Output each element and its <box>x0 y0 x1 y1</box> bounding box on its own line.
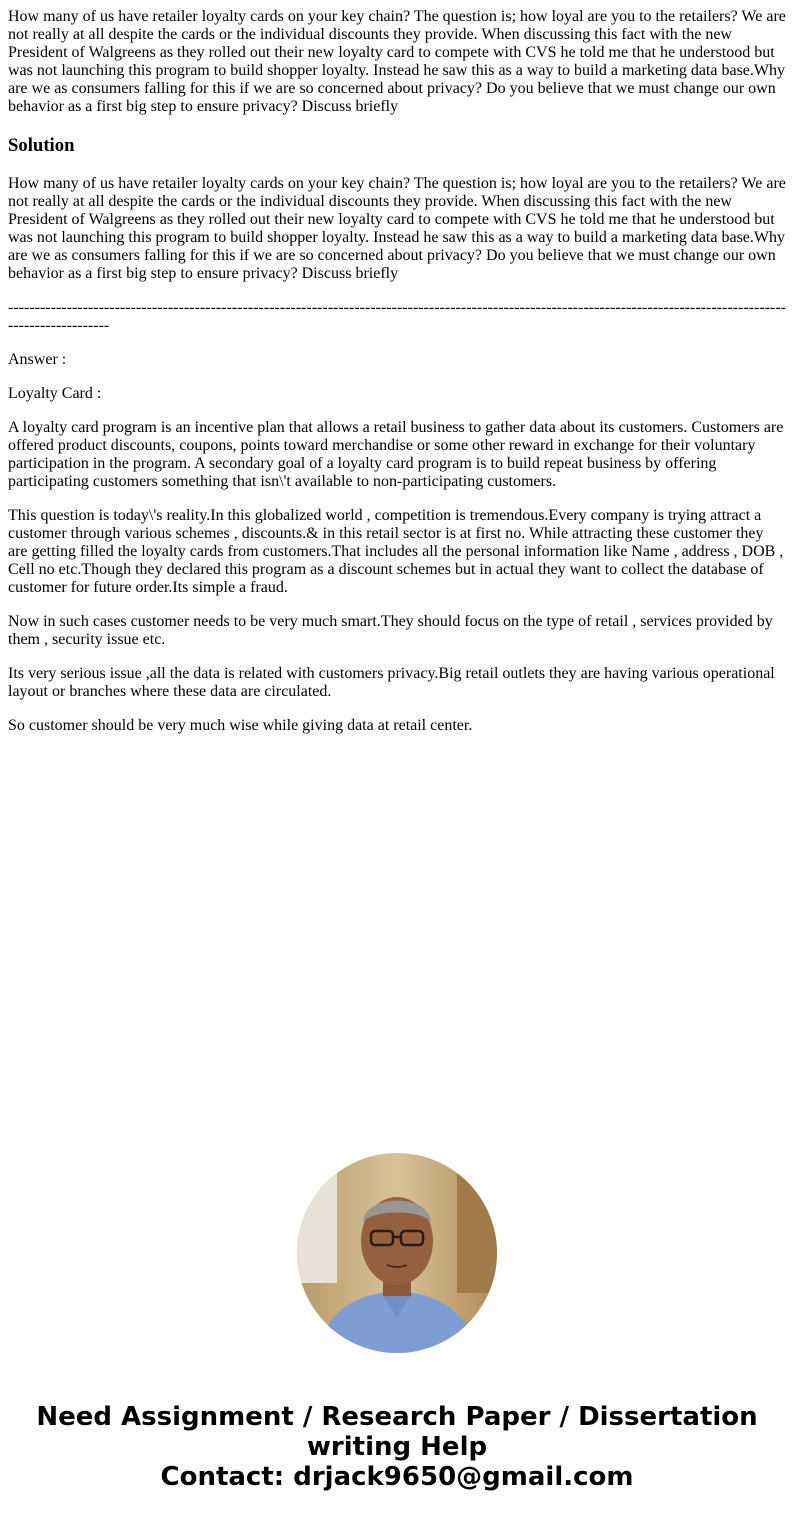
document-body <box>8 0 786 751</box>
loyalty-card-label: Loyalty Card : <box>8 385 102 402</box>
author-portrait-icon <box>297 1153 497 1353</box>
answer-paragraph-4: Its very serious issue ,all the data is related with customers privacy.Big retail outlets they are having various operational layout or branches where these data are circulated. <box>8 665 775 700</box>
solution-question-repeat: How many of us have retailer loyalty cards on your key chain? The question is; how loyal are you to the retailers? We are not really at all despite the cards or the individual discounts they provide. When discussing this fact with the new President of Walgreens as they rolled out their new loyalty card to compete with CVS he told me that he understood but was not launching this program to build shopper loyalty. Instead he saw this as a way to build a marketing data base.Why are we as consumers falling for this if we are so concerned about privacy? Do you believe that we must change our own behavior as a first big step to ensure privacy? Discuss briefly <box>8 175 786 282</box>
solution-heading: Solution <box>8 135 75 156</box>
footer-help-text: Need Assignment / Research Paper / Dissertation writing Help <box>36 1402 758 1462</box>
author-avatar <box>297 1153 497 1353</box>
answer-paragraph-2: This question is today\'s reality.In this globalized world , competition is tremendous.Every company is trying attract a customer through various schemes , discounts.& in this retail sector is at first no. While attracting these customer they are getting filled the loyalty cards from customers.That includes all the personal information like Name , address , DOB , Cell no etc.Though they declared this program as a discount schemes but in actual they want to collect the database of customer for future order.Its simple a fraud. <box>8 507 784 596</box>
footer-banner <box>0 1402 794 1492</box>
answer-label: Answer : <box>8 351 67 368</box>
answer-paragraph-1: A loyalty card program is an incentive plan that allows a retail business to gather data about its customers. Customers are offered product discounts, coupons, points toward merchandise or some other reward in exchange for their voluntary participation in the program. A secondary goal of a loyalty card program is to build repeat business by offering participating customers something that isn\'t available to non-participating customers. <box>8 419 784 490</box>
separator-line: --------------------------------------------------------------------------------------------------------------------------------------------------------------------- <box>8 299 786 334</box>
answer-paragraph-3: Now in such cases customer needs to be very much smart.They should focus on the type of retail , services provided by them , security issue etc. <box>8 613 773 648</box>
footer-contact-text: Contact: drjack9650@gmail.com <box>160 1462 634 1492</box>
question-text: How many of us have retailer loyalty cards on your key chain? The question is; how loyal are you to the retailers? We are not really at all despite the cards or the individual discounts they provide. When discussing this fact with the new President of Walgreens as they rolled out their new loyalty card to compete with CVS he told me that he understood but was not launching this program to build shopper loyalty. Instead he saw this as a way to build a marketing data base.Why are we as consumers falling for this if we are so concerned about privacy? Do you believe that we must change our own behavior as a first big step to ensure privacy? Discuss briefly <box>8 8 786 115</box>
answer-paragraph-5: So customer should be very much wise while giving data at retail center. <box>8 717 473 734</box>
